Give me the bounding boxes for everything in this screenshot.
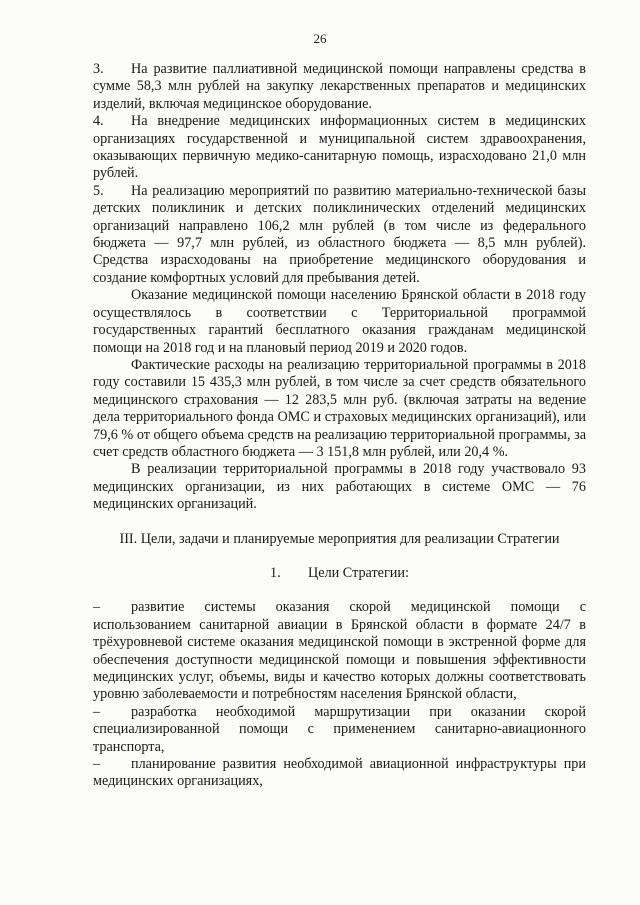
paragraph-program: Оказание медицинской помощи населению Брянской области в 2018 году осуществлялось в соответствии с Территориальной программой государственных гарантий бесплатного оказания гражданам медицинской помощи на 2018 год и на плановый период 2019 и 2020 годов. <box>93 287 586 356</box>
bullet-text: планирование развития необходимой авиационной инфраструктуры при медицинских организациях, <box>93 756 586 790</box>
item-text: На реализацию мероприятий по развитию материально-технической базы детских поликлиник и детских поликлинических отделений медицинских организаций направлено 106,2 млн рублей (в том числе из федерального бюджета — 97,7 млн рублей, из областного бюджета — 8,5 млн рублей). Средства израсходованы на приобретение медицинского оборудования и создание комфортных условий для пребывания детей. <box>93 182 586 286</box>
bullet-dash: – <box>93 756 101 773</box>
item-text: На внедрение медицинских информационных систем в медицинских организациях государственной и муниципальной систем здравоохранения, оказывающих первичную медико-санитарную помощь, израсходовано 21,0 млн рублей. <box>93 113 586 182</box>
bullet-item <box>93 704 586 756</box>
paragraph-organizations: В реализации территориальной программы в 2018 году участвовало 93 медицинских организации, из них работающих в системе ОМС — 76 медицинских организаций. <box>93 461 586 513</box>
sub-heading <box>93 565 586 582</box>
item-number: 4. <box>93 113 104 130</box>
sub-heading-number: 1. <box>270 564 281 581</box>
bullet-dash: – <box>93 703 101 720</box>
section-heading: III. Цели, задачи и планируемые мероприятия для реализации Стратегии <box>119 530 560 547</box>
bullet-dash: – <box>93 599 101 616</box>
numbered-item-5 <box>93 183 586 287</box>
bullet-item <box>93 599 586 703</box>
bullet-item <box>93 756 586 791</box>
item-number: 5. <box>93 182 104 199</box>
bullet-text: разработка необходимой маршрутизации при оказании скорой специализированной помощи с применением санитарно-авиационного транспорта, <box>93 703 586 755</box>
item-number: 3. <box>93 61 104 77</box>
numbered-item-4 <box>93 113 586 183</box>
item-text: На развитие паллиативной медицинской помощи направлены средства в сумме 58,3 млн рублей на закупку лекарственных препаратов и медицинских изделий, включая медицинское оборудование. <box>93 61 586 112</box>
paragraph-expenses: Фактические расходы на реализацию территориальной программы в 2018 году составили 15 435,3 млн рублей, в том числе за счет средств обязательного медицинского страхования — 12 283,5 млн руб. (включая затраты на ведение дела территориального фонда ОМС и страховых медицинских организаций), или 79,6 % от общего объема средств на реализацию территориальной программы, за счет средств областного бюджета — 3 151,8 млн рублей, или 20,4 %. <box>93 356 586 460</box>
numbered-item-3 <box>93 61 586 113</box>
document-body <box>93 61 586 791</box>
bullet-text: развитие системы оказания скорой медицинской помощи с использованием санитарной авиации в Брянской области в формате 24/7 в трёхуровневой системе оказания медицинской помощи в экстренной форме для обеспечения доступности медицинской помощи и повышения эффективности медицинских услуг, объемы, виды и качество которых должны соответствовать уровню заболеваемости и потребностям населения Брянской области, <box>93 599 586 703</box>
page-number: 26 <box>313 31 327 46</box>
sub-heading-text: Цели Стратегии: <box>308 564 409 581</box>
